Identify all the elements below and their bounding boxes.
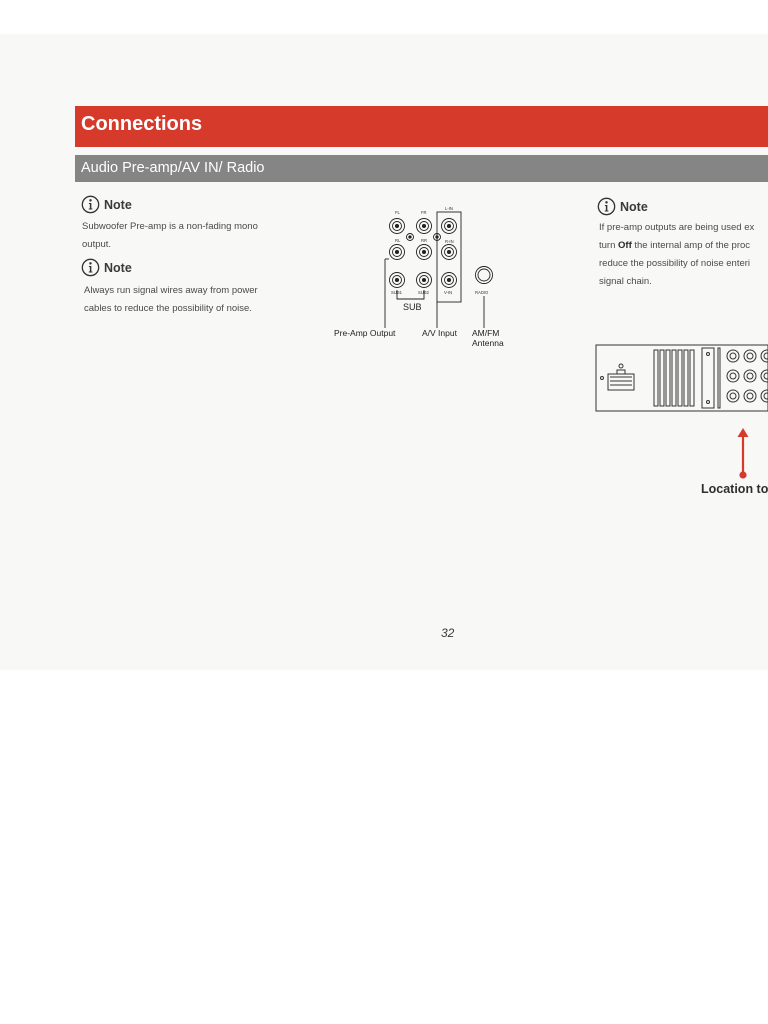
wiring-harness-connector (608, 364, 634, 390)
preamp-output-label: Pre-Amp Output (334, 328, 396, 338)
note-line: output. (82, 239, 112, 250)
note-header (81, 195, 132, 214)
note-bold-text: Off (618, 240, 632, 251)
jack-label: FL (395, 210, 400, 215)
rca-jack-v-in (442, 273, 457, 288)
rca-jack-sub1 (390, 273, 405, 288)
note-line: cables to reduce the possibility of noise. (84, 303, 252, 314)
rear-panel-illustration (592, 342, 768, 414)
location-label: Location to (701, 482, 768, 496)
section-subtitle-bar (75, 155, 768, 182)
jack-label: RR (421, 238, 428, 243)
note-text: the internal amp of the proc (631, 240, 751, 251)
small-connector (407, 234, 414, 241)
note-text: turn (599, 240, 619, 251)
note-text: reduce the possibility of noise enteri (599, 258, 751, 269)
heatsink-fins (654, 350, 694, 406)
note-line: Always run signal wires away from power (84, 285, 258, 296)
note-line (599, 237, 754, 255)
section-title: Connections (81, 113, 203, 135)
rear-connector-diagram (325, 196, 515, 356)
note-text: signal chain. (599, 276, 652, 287)
jack-label: SUB2 (418, 290, 429, 295)
note-body (84, 282, 258, 318)
rca-jack-l-in (442, 219, 457, 234)
jack-label: L-IN (445, 206, 453, 211)
page-number: 32 (441, 626, 455, 640)
info-circle-icon (597, 197, 616, 216)
jack-label: V-IN (444, 290, 453, 295)
note-line: Subwoofer Pre-amp is a non-fading mono (82, 221, 258, 232)
note-line (599, 255, 754, 273)
rca-jack-fr (417, 219, 432, 234)
arrow-up-icon (735, 426, 751, 480)
rca-jack-fl (390, 219, 405, 234)
note-title: Note (104, 260, 132, 275)
info-circle-icon (81, 258, 100, 277)
rca-jack-sub2 (417, 273, 432, 288)
note-body (599, 219, 754, 291)
connector-panel (702, 348, 768, 408)
jack-label: R-IN (445, 239, 454, 244)
antenna-label: Antenna (472, 338, 504, 348)
rca-jack-rl (390, 245, 405, 260)
sub-label: SUB (403, 302, 422, 312)
note-body (82, 218, 258, 254)
av-input-label: A/V Input (422, 328, 457, 338)
section-subtitle: Audio Pre-amp/AV IN/ Radio (81, 160, 265, 176)
jack-label: FR (421, 210, 427, 215)
note-line (599, 219, 754, 237)
note-text: If pre-amp outputs are being used ex (599, 222, 755, 233)
section-title-bar (75, 106, 768, 147)
antenna-jack (476, 267, 493, 284)
note-line (599, 273, 754, 291)
rca-jack-rr (417, 245, 432, 260)
jack-label: RL (395, 238, 401, 243)
rca-jack-r-in (442, 245, 457, 260)
note-header (597, 197, 648, 216)
jack-label: SUB1 (391, 290, 402, 295)
jack-label: RADIO (475, 290, 489, 295)
note-header (81, 258, 132, 277)
note-title: Note (620, 199, 648, 214)
note-title: Note (104, 197, 132, 212)
info-circle-icon (81, 195, 100, 214)
antenna-label: AM/FM (472, 328, 500, 338)
